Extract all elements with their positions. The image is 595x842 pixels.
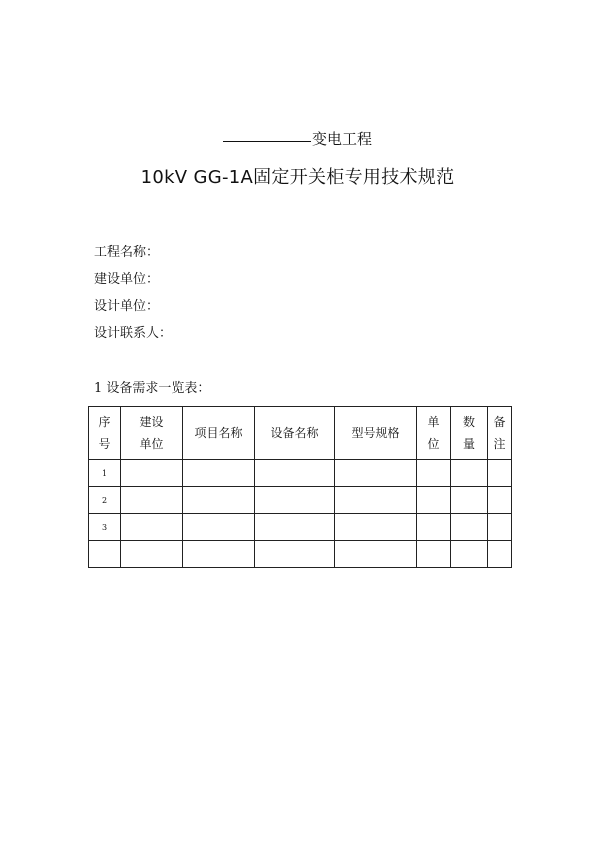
table-cell[interactable] (451, 514, 488, 541)
table-cell[interactable] (121, 460, 183, 487)
subtitle-suffix: 变电工程 (311, 130, 372, 148)
table-cell[interactable] (121, 514, 183, 541)
table-cell[interactable] (183, 460, 255, 487)
table-cell[interactable] (451, 487, 488, 514)
table-cell[interactable] (335, 460, 417, 487)
table-cell[interactable] (255, 460, 335, 487)
table-cell[interactable] (255, 487, 335, 514)
design-unit-label: 设计单位： (94, 299, 160, 314)
header-construction-unit: 建设 单位 (121, 407, 183, 460)
table-row (89, 460, 512, 487)
project-name-label: 工程名称： (94, 245, 160, 260)
header-remarks: 备 注 (488, 407, 512, 460)
table-cell[interactable] (335, 541, 417, 568)
table-cell[interactable] (335, 514, 417, 541)
table-cell[interactable] (335, 487, 417, 514)
table-cell[interactable] (417, 541, 451, 568)
header-model-spec: 型号规格 (335, 407, 417, 460)
design-contact-label: 设计联系人： (94, 326, 173, 341)
header-seq: 序 号 (89, 407, 121, 460)
row-seq-cell: 2 (89, 487, 121, 514)
equipment-requirements-table (88, 406, 512, 568)
row-seq-cell: 1 (89, 460, 121, 487)
table-cell[interactable] (183, 541, 255, 568)
table-cell[interactable] (417, 514, 451, 541)
table-cell[interactable] (488, 514, 512, 541)
table-cell[interactable] (451, 541, 488, 568)
table-cell[interactable] (417, 487, 451, 514)
table-cell[interactable] (183, 487, 255, 514)
table-cell[interactable] (488, 460, 512, 487)
construction-unit-label: 建设单位： (94, 272, 160, 287)
header-equipment-name: 设备名称 (255, 407, 335, 460)
table-cell[interactable] (451, 460, 488, 487)
fill-in-blank-line (223, 140, 311, 142)
table-cell[interactable] (255, 541, 335, 568)
document-title: 10kV GG-1A固定开关柜专用技术规范 (140, 167, 455, 188)
section-title: 1 设备需求一览表： (94, 381, 211, 396)
table-row (89, 487, 512, 514)
row-seq-cell: 3 (89, 514, 121, 541)
project-subtitle (0, 129, 595, 149)
row-seq-cell (89, 541, 121, 568)
table-row (89, 514, 512, 541)
table-cell[interactable] (417, 460, 451, 487)
table-cell[interactable] (121, 541, 183, 568)
header-unit: 单 位 (417, 407, 451, 460)
table-cell[interactable] (255, 514, 335, 541)
header-project-name: 项目名称 (183, 407, 255, 460)
table-cell[interactable] (488, 541, 512, 568)
table-header-row (89, 407, 512, 460)
header-quantity: 数 量 (451, 407, 488, 460)
table-cell[interactable] (183, 514, 255, 541)
table-cell[interactable] (121, 487, 183, 514)
table-cell[interactable] (488, 487, 512, 514)
table-row (89, 541, 512, 568)
